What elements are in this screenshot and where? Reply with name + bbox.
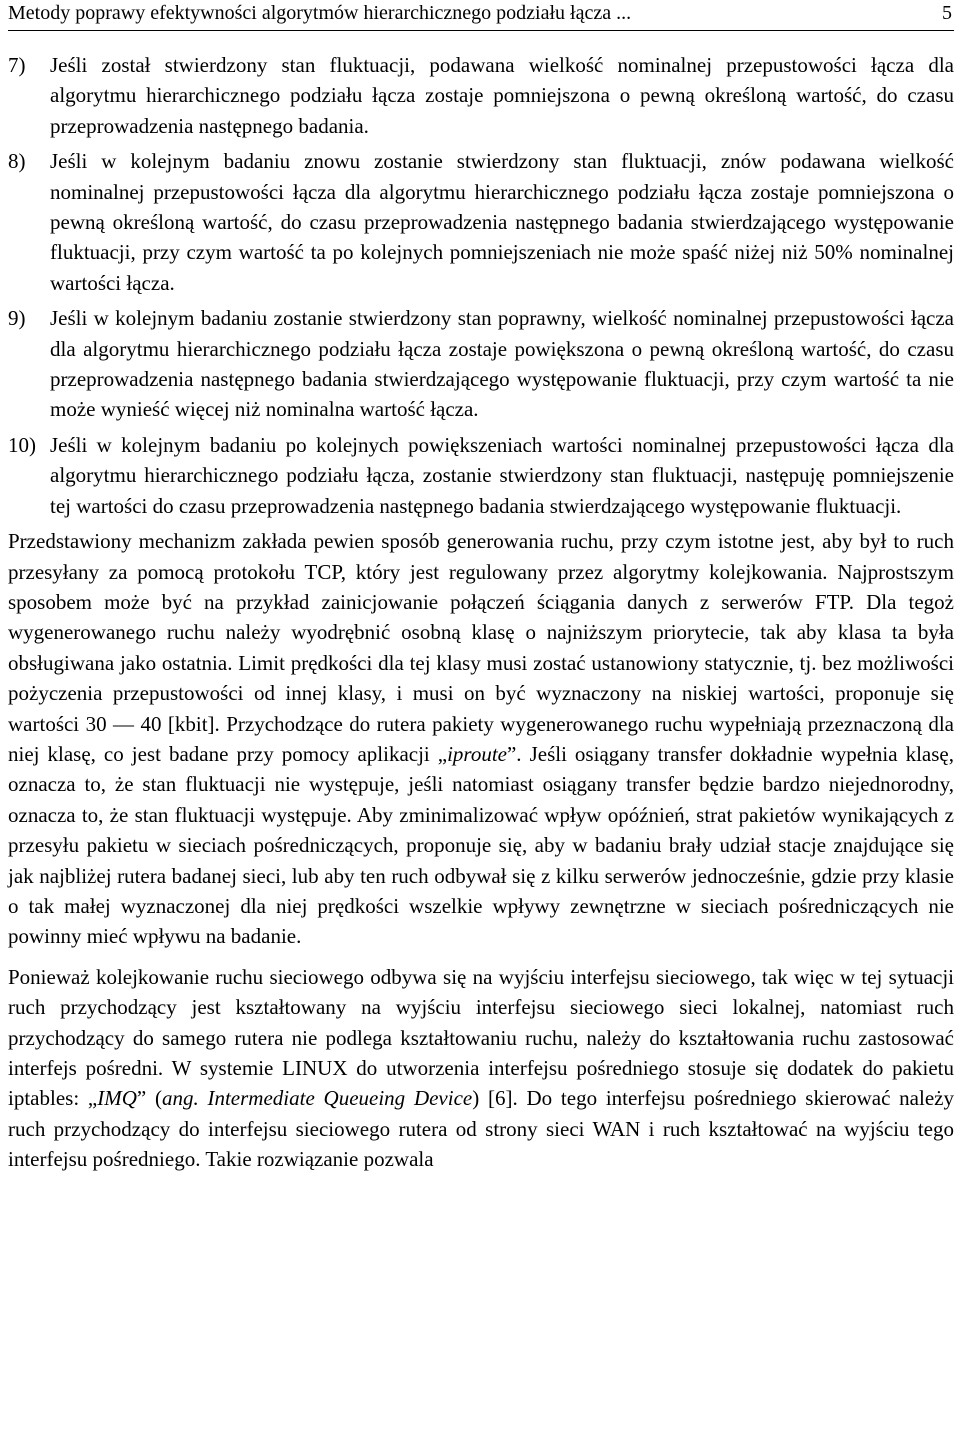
italic-term: IMQ	[97, 1086, 137, 1111]
italic-term: ang. Intermediate Queueing Device	[161, 1086, 473, 1111]
italic-term: iproute	[447, 741, 507, 766]
document-page	[8, 0, 954, 1185]
list-marker: 8)	[8, 149, 26, 174]
list-item-text: Jeśli został stwierdzony stan fluktuacji, podawana wielkość nominalnej przepustowości łącza dla algorytmu hierarchicznego podziału łącza zostaje pomniejszona o pewną określoną wartość, do czasu przeprowadzenia następnego badania.	[50, 53, 954, 138]
list-item-text: Jeśli w kolejnym badaniu po kolejnych powiększeniach wartości nominalnej przepustowości łącza dla algorytmu hierarchicznego podziału łącza, zostanie stwierdzony stan fluktuacji, następuję pomniejszenie tej wartości do czasu przeprowadzenia następnego badania stwierdzającego występowanie fluktuacji.	[50, 432, 954, 518]
list-marker: 9)	[8, 306, 26, 331]
running-header	[8, 0, 954, 31]
list-item	[8, 146, 954, 298]
header-title: Metody poprawy efektywności algorytmów hierarchicznego podziału łącza ...	[8, 2, 632, 24]
paragraph-text: Przedstawiony mechanizm zakłada pewien sposób generowania ruchu, przy czym istotne jest, aby był to ruch przesyłany za pomocą protokołu TCP, który jest regulowany przez algorytmy kolejkowania. Najprostszym sposobem może być na przykład zainicjowanie połączeń ściągania danych z serwerów FTP. Dla tegoż wygenerowanego ruchu należy wyodrębnić osobną klasę o najniższym priorytecie, tak aby klasa ta była obsługiwana jako ostatnia. Limit prędkości dla tej klasy musi zostać ustanowiony statycznie, tj. bez możliwości pożyczenia przepustowości od innej klasy, i musi on być wyznaczony na niskiej wartości, proponuje się wartości 30 — 40 [kbit]. Przychodzące do rutera pakiety wygenerowanego ruchu wypełniają przeznaczoną dla niej klasę, co jest badane przy pomocy aplikacji „	[8, 529, 954, 766]
paragraph-text: ”. Jeśli osiągany transfer dokładnie wypełnia klasę, oznacza to, że stan fluktuacji nie występuje, jeśli natomiast osiągany transfer będzie bardzo niejednorodny, oznacza to, że stan fluktuacji występuje. Aby zminimalizować wpływ opóźnień, strat pakietów wynikających z przesyłu pakietu w sieciach pośredniczących, proponuje się, aby w badaniu brały udział stacje znajdujące się jak najbliżej rutera badanej sieci, lub aby ten ruch odbywał się z kilku serwerów jednocześnie, gdzie przy klasie o tak małej wyznaczonej dla niej prędkości wszelkie wpływy zewnętrzne w sieciach pośredniczących nie powinny mieć wpływu na badanie.	[8, 741, 954, 949]
page-number: 5	[942, 2, 952, 24]
list-marker: 7)	[8, 53, 26, 77]
body-paragraph	[8, 962, 954, 1175]
body-paragraph	[8, 526, 954, 952]
paragraph-text: ” (	[136, 1086, 162, 1111]
list-item	[8, 430, 954, 521]
list-item-text: Jeśli w kolejnym badaniu zostanie stwierdzony stan poprawny, wielkość nominalnej przepustowości łącza dla algorytmu hierarchicznego podziału łącza zostaje powiększona o pewną określoną wartość, do czasu przeprowadzenia następnego badania stwierdzającego występowanie fluktuacji, przy czym wartość ta nie może wynieść więcej niż nominalna wartość łącza.	[50, 306, 954, 422]
list-item-text: Jeśli w kolejnym badaniu znowu zostanie stwierdzony stan fluktuacji, znów podawana wielkość nominalnej przepustowości łącza dla algorytmu hierarchicznego podziału łącza zostaje pomniejszona o pewną określoną wartość, do czasu przeprowadzenia następnego badania stwierdzającego występowanie fluktuacji, przy czym wartość ta po kolejnych pomniejszeniach nie może spaść niżej niż 50% nominalnej wartości łącza.	[50, 149, 954, 295]
list-item	[8, 50, 954, 141]
paragraph-text: ) [6]. Do tego interfejsu pośredniego skierować należy ruch przychodzący do interfejsu sieciowego rutera od strony sieci WAN i ruch kształtować na wyjściu tego interfejsu pośredniego. Takie rozwiązanie pozwala	[8, 1086, 954, 1172]
list-marker: 10)	[8, 432, 36, 457]
list-item	[8, 303, 954, 425]
numbered-list	[8, 50, 954, 521]
paragraph-text: Ponieważ kolejkowanie ruchu sieciowego odbywa się na wyjściu interfejsu sieciowego, tak więc w tej sytuacji ruch przychodzący jest kształtowany na wyjściu interfejsu sieciowego sieci lokalnej, natomiast ruch przychodzący do samego rutera nie podlega kształtowaniu ruchu, należy do kształtowania ruchu zastosować interfejs pośredni. W systemie LINUX do utworzenia interfejsu pośredniego stosuje się dodatek do pakietu iptables: „	[8, 964, 954, 1111]
